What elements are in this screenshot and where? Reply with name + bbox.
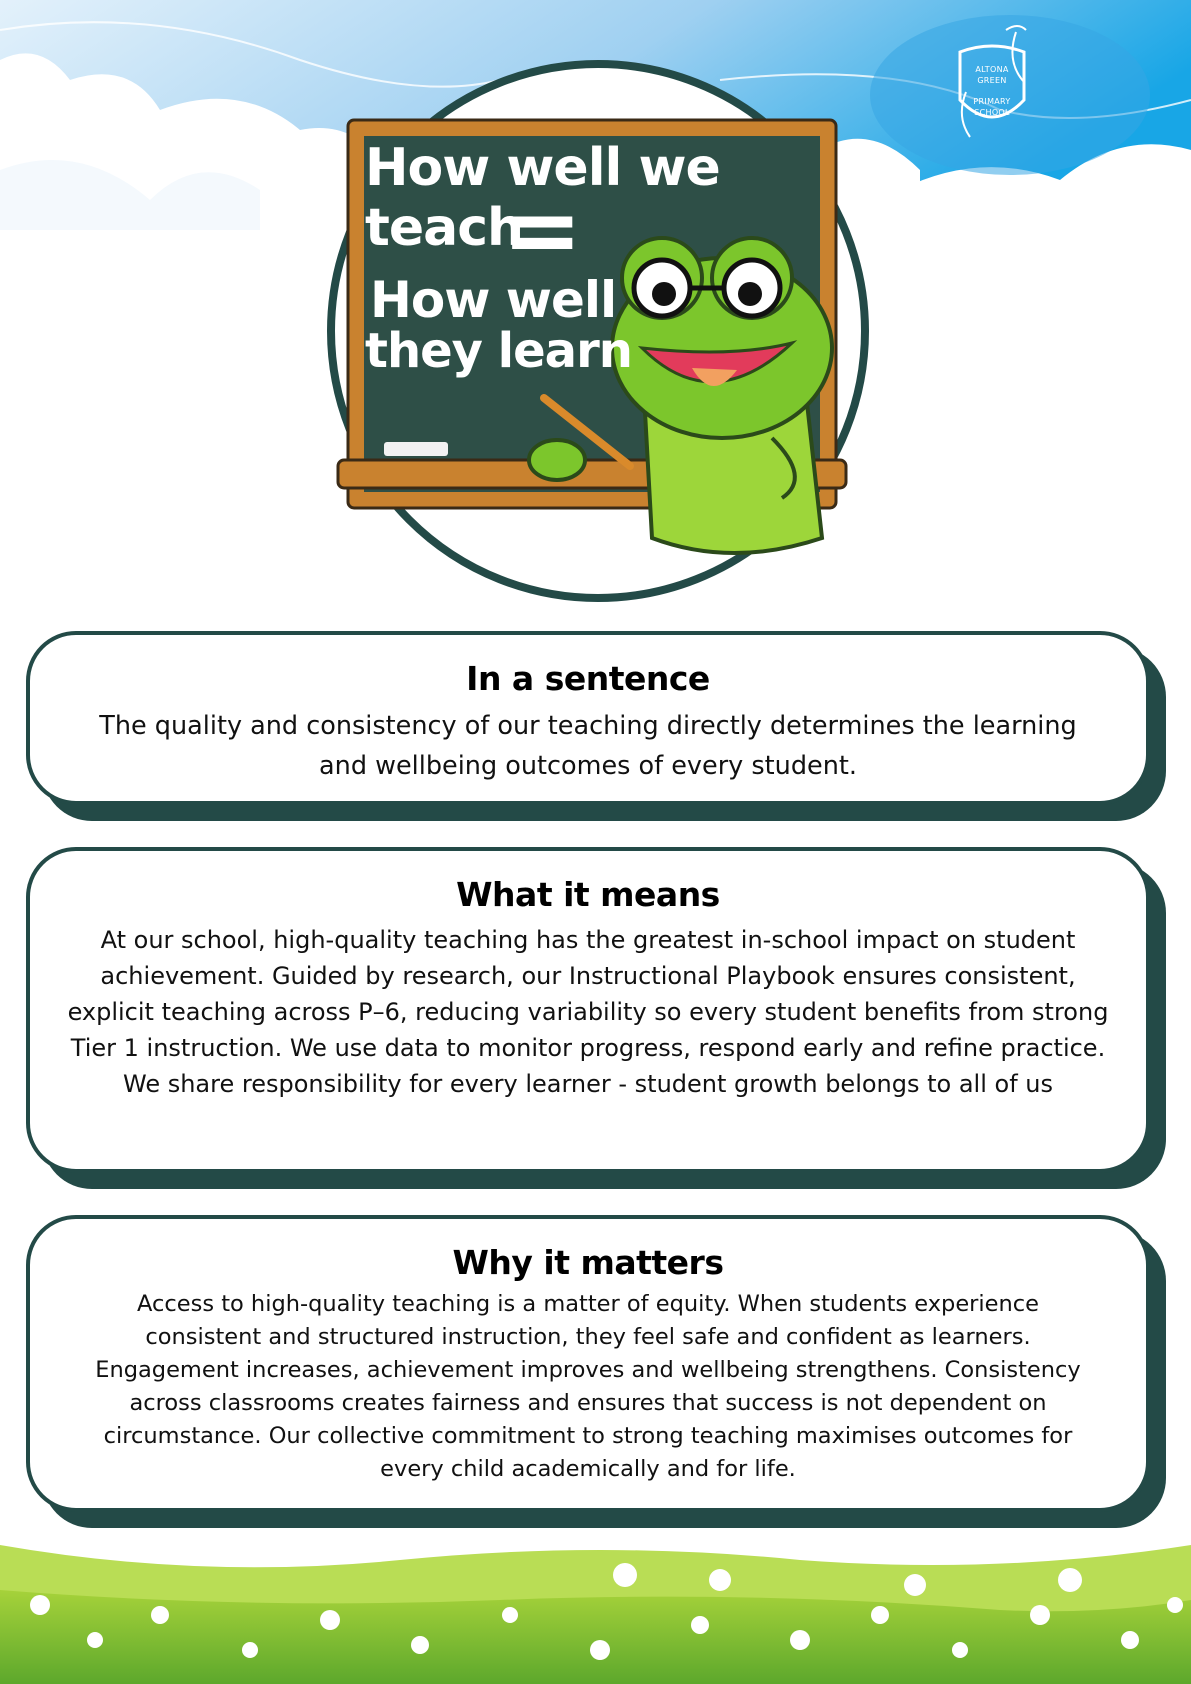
board-equals: = [502, 174, 582, 286]
card-body-shared-responsibility: We share responsibility for every learner - student growth belongs to all of us [123, 1070, 1053, 1098]
logo-line-4: SCHOOL [974, 108, 1010, 117]
board-line-3: they learn [365, 323, 632, 379]
card-what-it-means [26, 847, 1150, 1173]
card-heading-why-it-matters: Why it matters [452, 1243, 724, 1282]
card-body-what-it-means: At our school, high-quality teaching has the greatest in-school impact on student achievement. Guided by research, our Instructional Playbook ensures consistent, explicit teaching across P–6, reducing variability so every student benefits from strong Tier 1 instruction. We use data to monitor progress, respond early and refine practice. [67, 926, 1109, 1062]
logo-line-2: GREEN [977, 76, 1007, 85]
logo-line-1: ALTONA [975, 65, 1009, 74]
card-heading-what-it-means: What it means [456, 875, 720, 914]
board-line-2: How well [370, 271, 617, 329]
card-body-in-a-sentence: The quality and consistency of our teaching directly determines the learning and wellbeing outcomes of every student. [99, 711, 1077, 781]
hero-illustration [312, 58, 888, 604]
school-logo [946, 22, 1038, 146]
logo-line-3: PRIMARY [973, 97, 1011, 106]
board-line-1: How well we teach [365, 138, 720, 258]
card-heading-in-a-sentence: In a sentence [466, 659, 710, 698]
card-why-it-matters [26, 1215, 1150, 1512]
card-body-why-it-matters: Access to high-quality teaching is a matter of equity. When students experience consistent and structured instruction, they feel safe and confident as learners. Engagement increases, achievement improves and wellbeing strengthens. Consistency across classrooms creates fairness and ensures that success is not dependent on circumstance. Our collective commitment to strong teaching maximises outcomes for every child academically and for life. [95, 1291, 1081, 1482]
grass [0, 1545, 1191, 1684]
card-in-a-sentence [26, 631, 1150, 805]
